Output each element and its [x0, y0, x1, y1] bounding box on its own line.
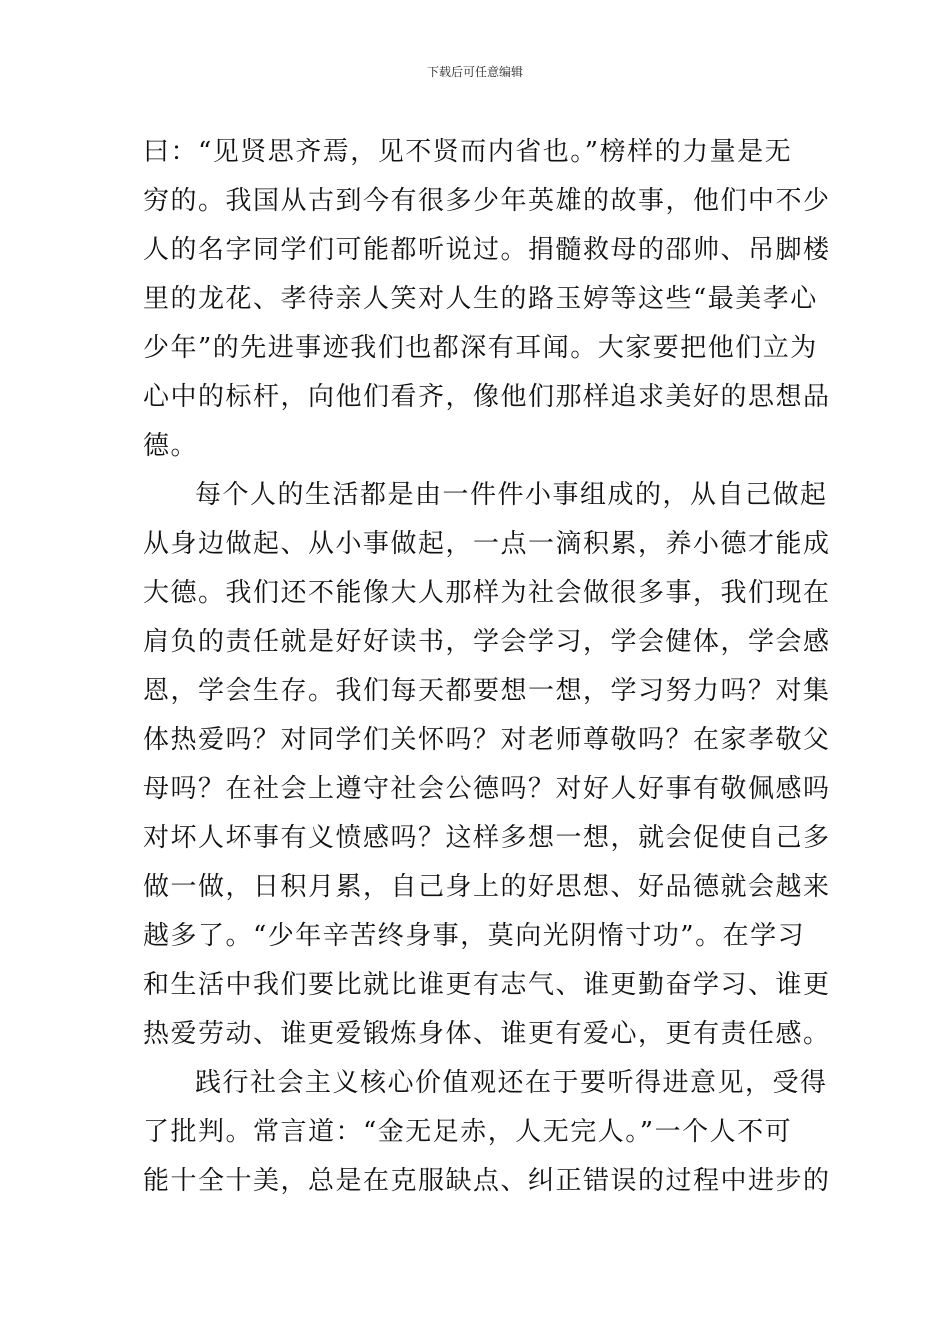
text-line: 从身边做起、从小事做起，一点一滴积累，养小德才能成	[143, 529, 831, 559]
text-line: 里的龙花、孝待亲人笑对人生的路玉婷等这些“最美孝心	[143, 284, 818, 314]
text-line: 肩负的责任就是好好读书，学会学习，学会健体，学会感	[143, 627, 831, 657]
text-line: 少年”的先进事迹我们也都深有耳闻。大家要把他们立为	[143, 333, 818, 363]
text-line: 越多了。“少年辛苦终身事，莫向光阴惰寸功”。在学习	[143, 921, 806, 951]
text-line: 和生活中我们要比就比谁更有志气、谁更勤奋学习、谁更	[143, 970, 831, 1000]
text-line: 母吗？在社会上遵守社会公德吗？对好人好事有敬佩感吗	[143, 774, 831, 804]
text-line: 人的名字同学们可能都听说过。捐髓救母的邵帅、吊脚楼	[143, 235, 831, 265]
text-line: 对坏人坏事有义愤感吗？这样多想一想，就会促使自己多	[143, 823, 831, 853]
paragraph-role-models	[143, 128, 831, 471]
text-line: 曰：“见贤思齐焉，见不贤而内省也。”榜样的力量是无	[143, 137, 793, 167]
text-line: 了批判。常言道：“金无足赤，人无完人。”一个人不可	[143, 1117, 793, 1147]
page-header-note: 下载后可任意编辑	[426, 65, 523, 79]
text-line: 体热爱吗？对同学们关怀吗？对老师尊敬吗？在家孝敬父	[143, 725, 831, 755]
text-line: 德。	[143, 431, 199, 461]
paragraph-accept-criticism	[143, 1059, 831, 1206]
text-line: 恩，学会生存。我们每天都要想一想，学习努力吗？对集	[143, 676, 831, 706]
text-line: 心中的标杆，向他们看齐，像他们那样追求美好的思想品	[143, 382, 831, 412]
text-line: 热爱劳动、谁更爱锻炼身体、谁更有爱心，更有责任感。	[143, 1019, 831, 1049]
paragraph-small-deeds	[143, 471, 831, 1059]
text-line: 能十全十美，总是在克服缺点、纠正错误的过程中进步的	[143, 1166, 831, 1196]
text-line: 做一做，日积月累，自己身上的好思想、好品德就会越来	[143, 872, 831, 902]
text-line: 每个人的生活都是由一件件小事组成的，从自己做起	[195, 480, 828, 510]
text-line: 穷的。我国从古到今有很多少年英雄的故事，他们中不少	[143, 186, 831, 216]
text-line: 大德。我们还不能像大人那样为社会做很多事，我们现在	[143, 578, 831, 608]
document-body	[143, 128, 831, 1206]
text-line: 践行社会主义核心价值观还在于要听得进意见，受得	[195, 1068, 828, 1098]
